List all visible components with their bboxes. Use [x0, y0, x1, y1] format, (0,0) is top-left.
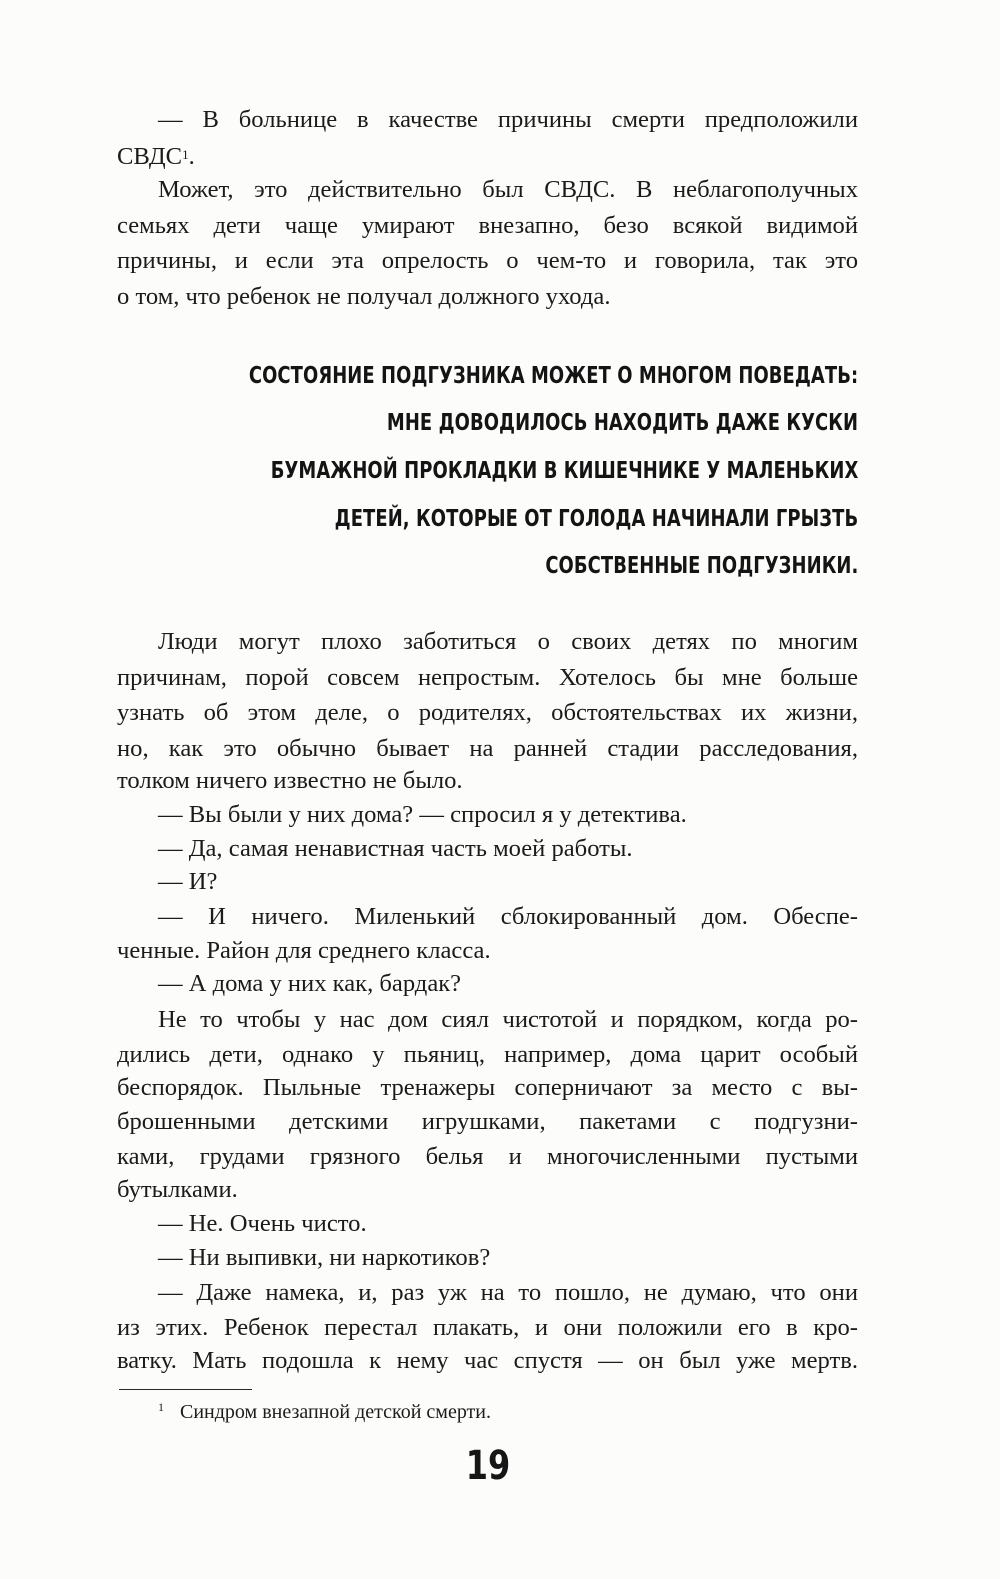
pullquote-line: СОБСТВЕННЫЕ ПОДГУЗНИКИ. [544, 553, 858, 579]
paragraph-line [117, 139, 858, 175]
dialogue-line: — И? [158, 868, 218, 895]
paragraph-line: но, как это обычно бывает на ранней стадии расследования, [117, 735, 858, 762]
paragraph-line: ками, грудами грязного белья и многочисленными пустыми [117, 1143, 858, 1170]
paragraph-line: — В больнице в качестве причины смерти предположили [158, 106, 858, 133]
dialogue-line: — Вы были у них дома? — спросил я у детектива. [158, 801, 687, 828]
pullquote-line: ДЕТЕЙ, КОТОРЫЕ ОТ ГОЛОДА НАЧИНАЛИ ГРЫЗТЬ [334, 506, 858, 532]
paragraph-line: брошенными детскими игрушками, пакетами с подгузни- [117, 1108, 858, 1135]
paragraph-line: — И ничего. Миленький сблокированный дом. Обеспе- [158, 903, 858, 930]
paragraph-line: о том, что ребенок не получал должного ухода. [117, 283, 611, 310]
paragraph-line: Люди могут плохо заботиться о своих детях по многим [158, 628, 858, 655]
page-number: 19 [465, 1443, 511, 1489]
dialogue-line: — Да, самая ненавистная часть моей работы. [158, 835, 633, 862]
paragraph-line: — Даже намека, и, раз уж на то пошло, не думаю, что они [158, 1279, 858, 1306]
abbreviation: СВДС [117, 143, 183, 170]
paragraph-line: причинам, порой совсем непростым. Хотелось бы мне больше [117, 664, 858, 691]
dialogue-line: — Не. Очень чисто. [158, 1210, 367, 1237]
paragraph-line: Может, это действительно был СВДС. В неблагополучных [158, 176, 858, 203]
paragraph-line: ватку. Мать подошла к нему час спустя — он был уже мертв. [117, 1347, 858, 1374]
punctuation: . [188, 143, 195, 170]
paragraph-line: из этих. Ребенок перестал плакать, и они положили его в кро- [117, 1314, 858, 1341]
dialogue-line: — А дома у них как, бардак? [158, 970, 462, 997]
footnote-mark: 1 [158, 1400, 164, 1414]
footnote-reference: 1 [182, 147, 189, 162]
pullquote-line: БУМАЖНОЙ ПРОКЛАДКИ В КИШЕЧНИКЕ У МАЛЕНЬКИХ [270, 458, 858, 484]
paragraph-line: причины, и если эта опрелость о чем-то и говорила, так это [117, 247, 858, 274]
dialogue-line: — Ни выпивки, ни наркотиков? [158, 1244, 491, 1271]
footnote [158, 1397, 491, 1429]
paragraph-line: бутылками. [117, 1176, 238, 1203]
paragraph-line: беспорядок. Пыльные тренажеры соперничают за место с вы- [117, 1074, 858, 1101]
footnote-divider [119, 1389, 252, 1390]
paragraph-line: Не то чтобы у нас дом сиял чистотой и порядком, когда ро- [158, 1006, 858, 1033]
pullquote-line: СОСТОЯНИЕ ПОДГУЗНИКА МОЖЕТ О МНОГОМ ПОВЕДАТЬ: [248, 363, 858, 389]
paragraph-line: ченные. Район для среднего класса. [117, 937, 491, 964]
paragraph-line: дились дети, однако у пьяниц, например, дома царит особый [117, 1041, 858, 1068]
pullquote-line: МНЕ ДОВОДИЛОСЬ НАХОДИТЬ ДАЖЕ КУСКИ [386, 410, 858, 436]
paragraph-line: узнать об этом деле, о родителях, обстоятельствах их жизни, [117, 699, 858, 726]
paragraph-line: семьях дети чаще умирают внезапно, безо всякой видимой [117, 212, 858, 239]
footnote-text: Синдром внезапной детской смерти. [180, 1401, 491, 1423]
paragraph-line: толком ничего известно не было. [117, 767, 463, 794]
